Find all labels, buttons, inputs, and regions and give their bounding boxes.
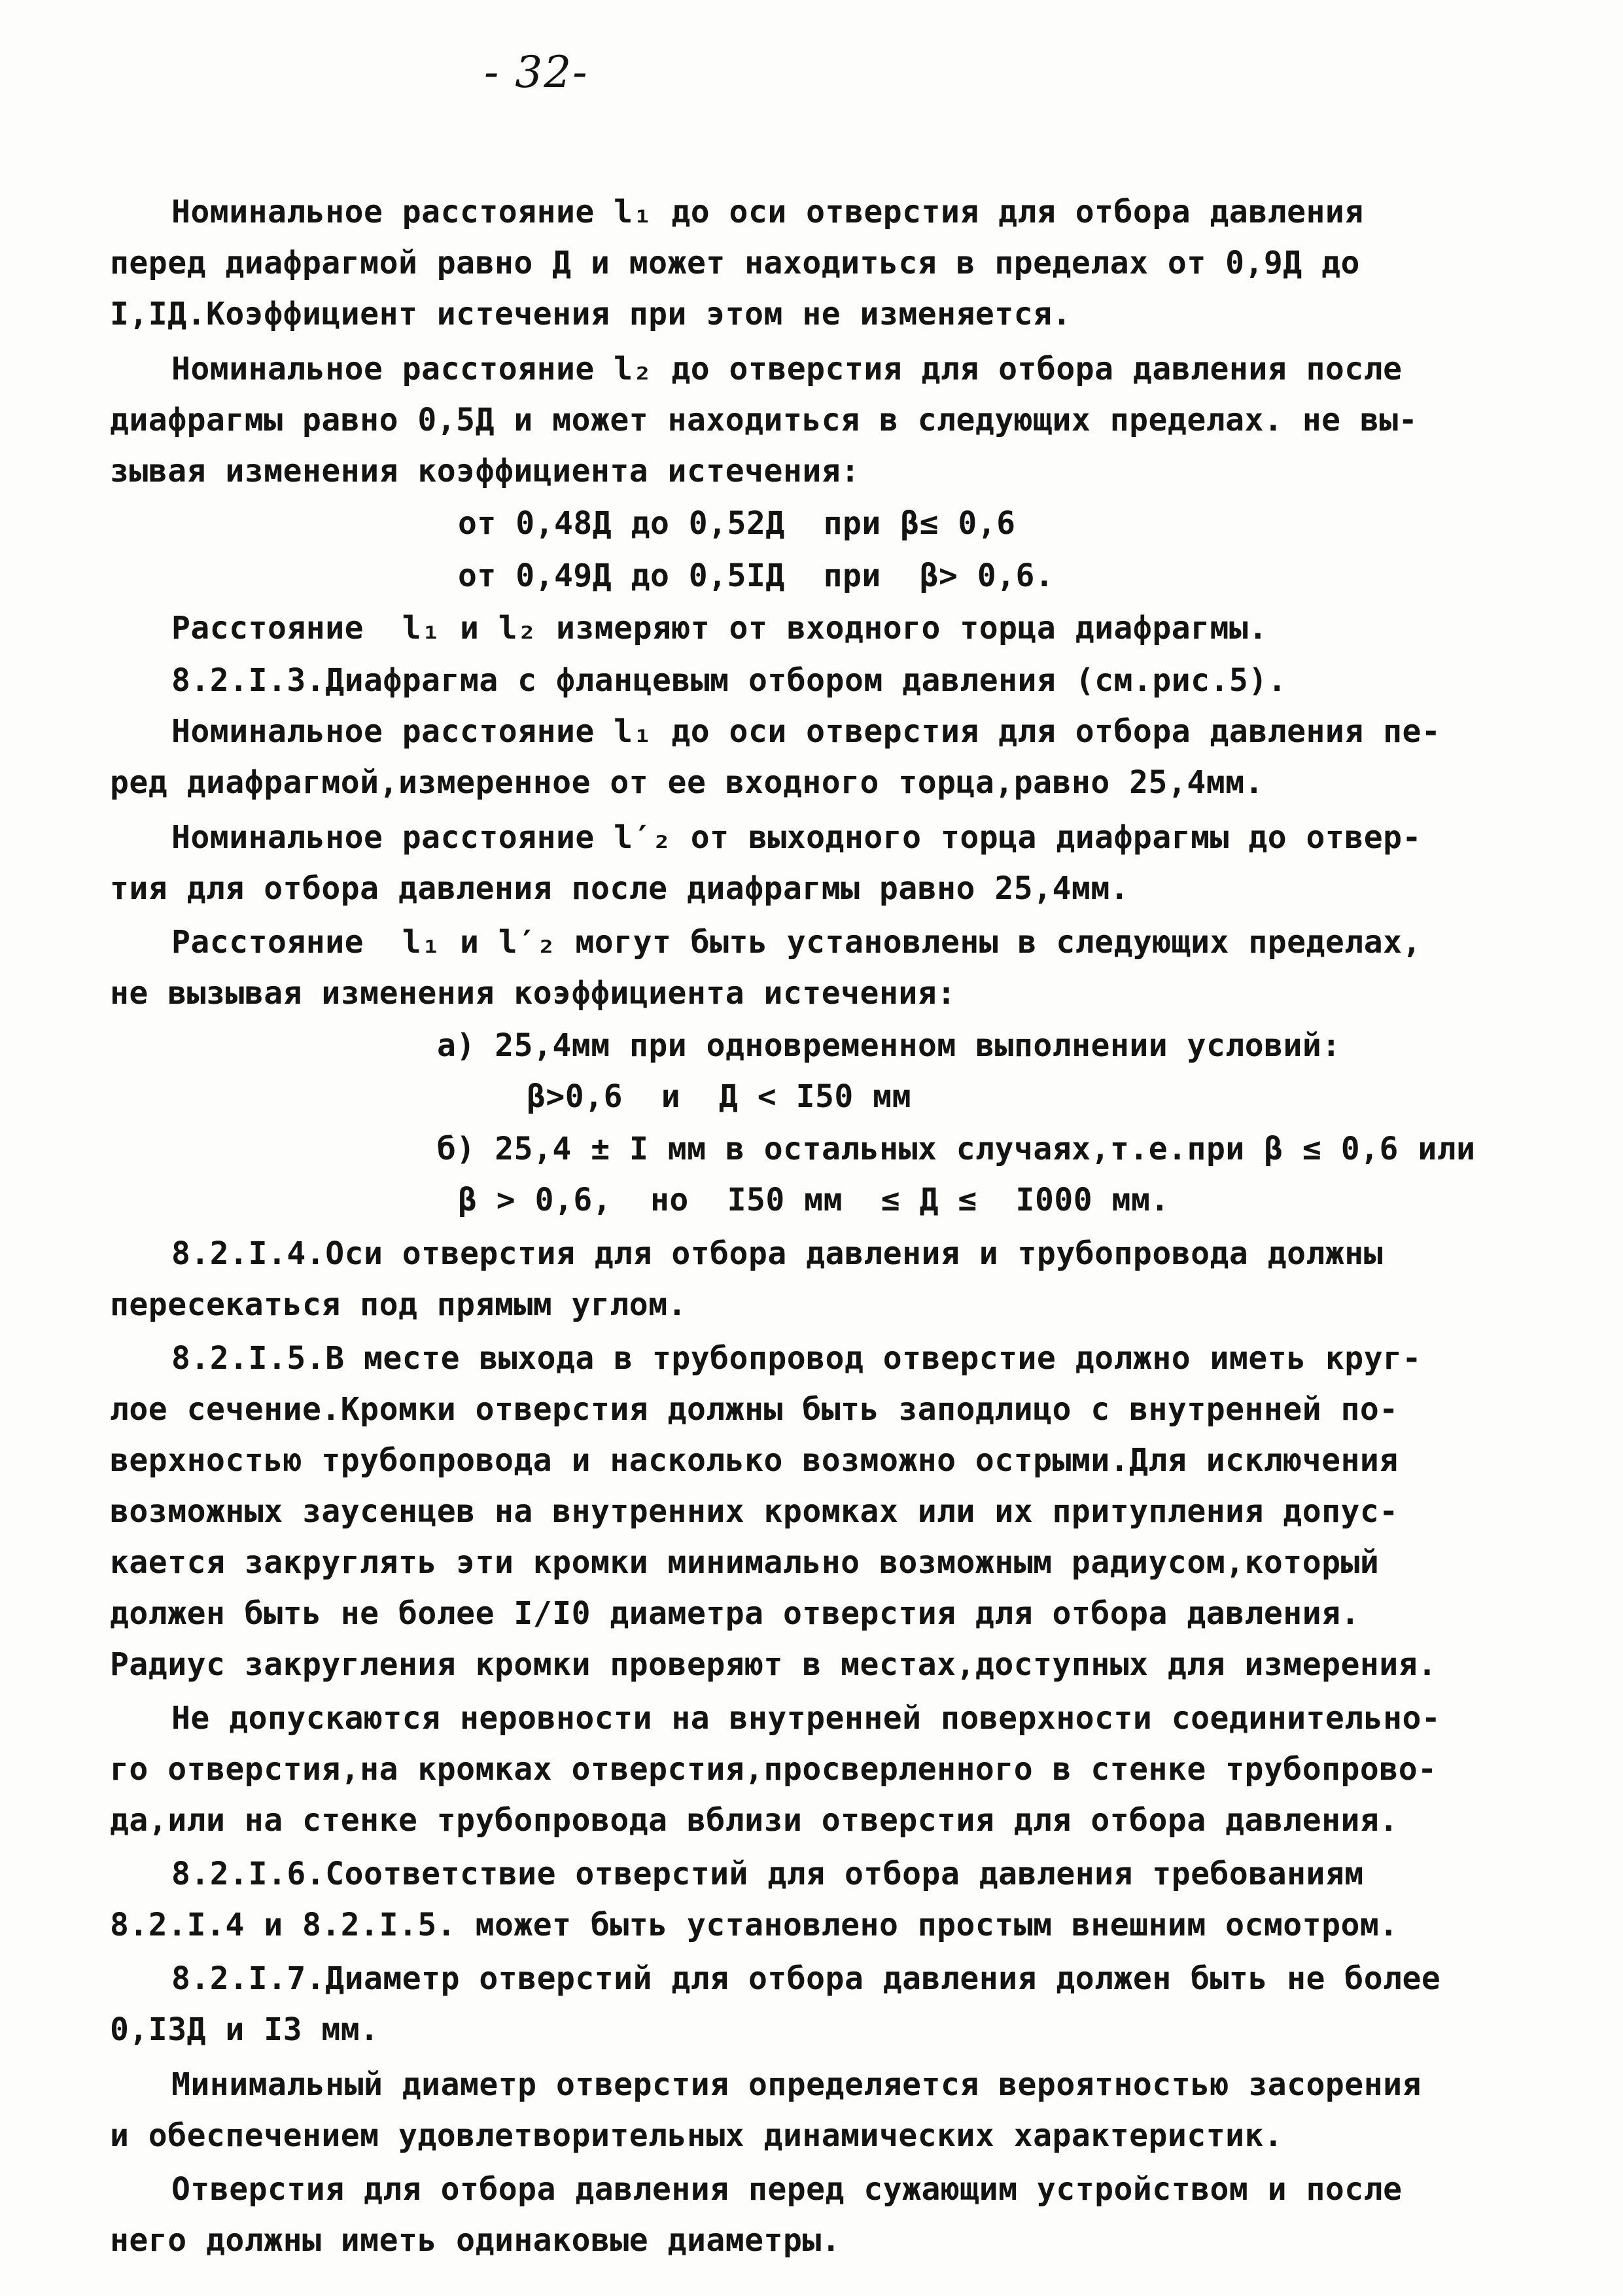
text-line: пересекаться под прямым углом.: [110, 1286, 687, 1323]
section-heading: 8.2.I.7.Диаметр отверстий для отбора давления должен быть не более: [171, 1960, 1441, 1997]
text-line: должен быть не более I/I0 диаметра отверстия для отбора давления.: [110, 1595, 1360, 1632]
text-line: Номинальное расстояние l₂ до отверстия для отбора давления после: [171, 351, 1403, 387]
text-line: 0,I3Д и I3 мм.: [110, 2011, 379, 2048]
condition-line: от 0,48Д до 0,52Д при β≤ 0,6: [458, 505, 1016, 542]
text-line: Расстояние l₁ и l₂ измеряют от входного торца диафрагмы.: [171, 610, 1268, 646]
text-line: Номинальное расстояние l′₂ от выходного торца диафрагмы до отвер-: [171, 819, 1422, 856]
condition-line: β > 0,6, но I50 мм ≤ Д ≤ I000 мм.: [458, 1182, 1170, 1218]
text-line: него должны иметь одинаковые диаметры.: [110, 2222, 841, 2259]
text-line: и обеспечением удовлетворительных динамических характеристик.: [110, 2117, 1283, 2154]
text-line: I,IД.Коэффициент истечения при этом не изменяется.: [110, 296, 1072, 332]
page-number: - 32-: [484, 47, 589, 97]
condition-line: от 0,49Д до 0,5IД при β> 0,6.: [458, 557, 1055, 594]
text-line: лое сечение.Кромки отверстия должны быть заподлицо с внутренней по-: [110, 1391, 1399, 1428]
text-line: Номинальное расстояние l₁ до оси отверстия для отбора давления пе-: [171, 713, 1441, 750]
text-line: тия для отбора давления после диафрагмы равно 25,4мм.: [110, 870, 1130, 907]
text-line: не вызывая изменения коэффициента истечения:: [110, 975, 956, 1012]
list-item-b: б) 25,4 ± I мм в остальных случаях,т.е.при β ≤ 0,6 или: [437, 1131, 1476, 1167]
text-line: кается закруглять эти кромки минимально возможным радиусом,который: [110, 1544, 1380, 1581]
text-line: да,или на стенке трубопровода вблизи отверстия для отбора давления.: [110, 1802, 1399, 1839]
text-line: диафрагмы равно 0,5Д и может находиться в следующих пределах. не вы-: [110, 402, 1418, 438]
text-line: ред диафрагмой,измеренное от ее входного торца,равно 25,4мм.: [110, 764, 1264, 801]
condition-line: β>0,6 и Д < I50 мм: [527, 1078, 911, 1115]
section-heading: 8.2.I.4.Оси отверстия для отбора давления и трубопровода должны: [171, 1235, 1384, 1272]
text-line: зывая изменения коэффициента истечения:: [110, 453, 860, 489]
text-line: Не допускаются неровности на внутренней поверхности соединительно-: [171, 1700, 1441, 1737]
list-item-a: а) 25,4мм при одновременном выполнении условий:: [437, 1027, 1341, 1064]
section-heading: 8.2.I.6.Соответствие отверстий для отбора давления требованиям: [171, 1856, 1364, 1892]
text-line: го отверстия,на кромках отверстия,просверленного в стенке трубопрово-: [110, 1751, 1437, 1788]
text-line: Расстояние l₁ и l′₂ могут быть установлены в следующих пределах,: [171, 924, 1422, 961]
text-line: возможных заусенцев на внутренних кромках или их притупления допус-: [110, 1493, 1399, 1530]
text-line: верхностью трубопровода и насколько возможно острыми.Для исключения: [110, 1442, 1399, 1479]
text-line: перед диафрагмой равно Д и может находиться в пределах от 0,9Д до: [110, 245, 1360, 281]
text-line: 8.2.I.4 и 8.2.I.5. может быть установлено простым внешним осмотром.: [110, 1907, 1399, 1943]
text-line: Отверстия для отбора давления перед сужающим устройством и после: [171, 2171, 1403, 2208]
text-line: Минимальный диаметр отверстия определяется вероятностью засорения: [171, 2066, 1422, 2103]
section-heading: 8.2.I.3.Диафрагма с фланцевым отбором давления (см.рис.5).: [171, 662, 1287, 699]
section-heading: 8.2.I.5.В месте выхода в трубопровод отверстие должно иметь круг-: [171, 1340, 1422, 1377]
text-line: Радиус закругления кромки проверяют в местах,доступных для измерения.: [110, 1646, 1437, 1683]
text-line: Номинальное расстояние l₁ до оси отверстия для отбора давления: [171, 194, 1364, 230]
